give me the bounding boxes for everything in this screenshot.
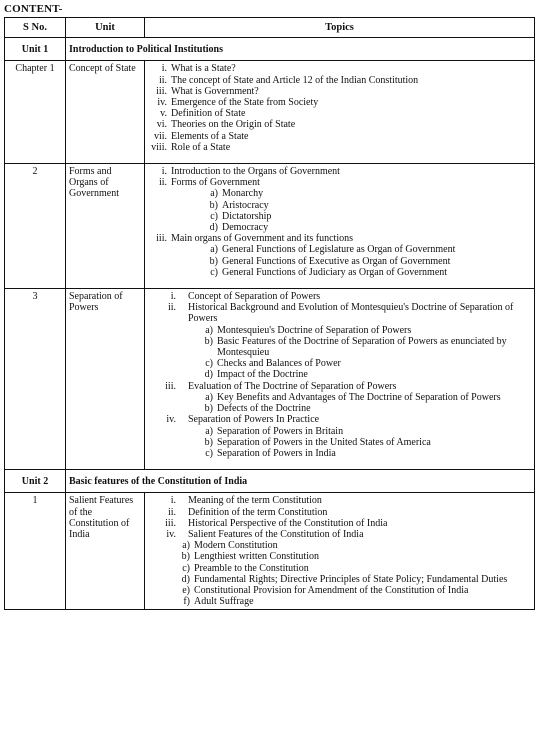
sub-topic-item — [148, 540, 531, 551]
topic-marker: iii. — [165, 517, 176, 529]
chapter-number: 1 — [5, 493, 66, 610]
topic-text: The concept of State and Article 12 of the Indian Constitution — [171, 74, 419, 86]
page-heading: CONTENT- — [4, 3, 63, 15]
topic-list — [148, 495, 531, 607]
topic-marker: c) — [182, 562, 190, 574]
topic-marker: d) — [181, 573, 190, 585]
topic-marker: i. — [161, 63, 167, 75]
topic-marker: a) — [182, 540, 190, 552]
topic-item — [148, 529, 531, 540]
sub-topic-item — [148, 426, 531, 437]
topic-text: Separation of Powers In Practice — [188, 414, 320, 426]
topic-text: Definition of the term Constitution — [188, 506, 328, 518]
chapter-topics — [145, 164, 535, 289]
topic-text: Main organs of Government and its functions — [171, 233, 354, 245]
topic-item — [148, 119, 531, 130]
topic-item — [148, 142, 531, 153]
topic-item — [148, 108, 531, 119]
topic-text: Historical Perspective of the Constitution of India — [188, 517, 388, 529]
topic-text: Key Benefits and Advantages of The Doctrine of Separation of Powers — [217, 391, 501, 403]
topic-text: Lengthiest written Constitution — [194, 551, 319, 563]
topic-marker: ii. — [167, 506, 176, 518]
chapter-number: 3 — [5, 289, 66, 470]
topic-text: Concept of Separation of Powers — [188, 291, 321, 303]
topic-text: Evaluation of The Doctrine of Separation of Powers — [188, 380, 397, 392]
sub-topic-item — [148, 244, 531, 255]
topic-item — [148, 302, 531, 324]
chapter-number: 2 — [5, 164, 66, 289]
topic-text: Montesquieu's Doctrine of Separation of Powers — [217, 324, 412, 336]
sub-topic-item — [148, 585, 531, 596]
topic-marker: a) — [205, 324, 213, 336]
chapter-topics — [145, 289, 535, 470]
topic-marker: iv. — [166, 528, 176, 540]
topic-marker: iii. — [156, 233, 167, 245]
topic-item — [148, 414, 531, 425]
topic-marker: a) — [210, 188, 218, 200]
unit-row — [5, 470, 535, 493]
topic-marker: f) — [183, 596, 190, 608]
topic-item — [148, 75, 531, 86]
topic-text: Historical Background and Evolution of Montesquieu's Doctrine of Separation of Powers — [188, 302, 514, 325]
sub-topic-item — [148, 222, 531, 233]
topic-marker: iv. — [157, 97, 167, 109]
topic-item — [148, 233, 531, 244]
topic-item — [148, 495, 531, 506]
topic-item — [148, 86, 531, 97]
topic-text: Separation of Powers in Britain — [217, 425, 344, 437]
topic-text: General Functions of Judiciary as Organ of Government — [222, 266, 448, 278]
sub-topic-item — [148, 563, 531, 574]
topic-text: Separation of Powers in India — [217, 447, 336, 459]
sub-topic-item — [148, 211, 531, 222]
sub-topic-item — [148, 200, 531, 211]
topic-marker: i. — [161, 166, 167, 178]
topic-text: Theories on the Origin of State — [171, 119, 296, 131]
topic-list — [148, 166, 531, 278]
topic-marker: b) — [209, 199, 218, 211]
unit-row — [5, 38, 535, 61]
content-table — [4, 17, 535, 610]
topic-text: Impact of the Doctrine — [217, 369, 308, 381]
chapter-row — [5, 289, 535, 470]
topic-text: Elements of a State — [171, 130, 249, 142]
topic-marker: b) — [209, 255, 218, 267]
topic-marker: i. — [170, 291, 176, 303]
topic-text: Modern Constitution — [194, 540, 278, 552]
chapter-unit-name: Forms and Organs of Government — [66, 164, 145, 289]
sub-topic-item — [148, 596, 531, 607]
topic-marker: vii. — [153, 130, 167, 142]
header-sno: S No. — [5, 18, 66, 38]
chapter-unit-name: Separation of Powers — [66, 289, 145, 470]
topic-item — [148, 518, 531, 529]
topic-text: Separation of Powers in the United States of America — [217, 436, 431, 448]
sub-topic-item — [148, 437, 531, 448]
topic-text: Salient Features of the Constitution of India — [188, 528, 364, 540]
topic-text: Aristocracy — [222, 199, 269, 211]
chapter-number: Chapter 1 — [5, 61, 66, 164]
chapter-row — [5, 61, 535, 164]
topic-text: Monarchy — [222, 188, 264, 200]
topic-text: What is a State? — [171, 63, 236, 75]
topic-item — [148, 166, 531, 177]
topic-text: Definition of State — [171, 108, 246, 120]
unit-title: Introduction to Political Institutions — [66, 38, 535, 61]
sub-topic-item — [148, 551, 531, 562]
topic-text: Basic Features of the Doctrine of Separation of Powers as enunciated by Montesquieu — [217, 335, 507, 359]
topic-list — [148, 63, 531, 153]
topic-list — [148, 291, 531, 459]
sub-topic-item — [148, 325, 531, 336]
chapter-unit-name: Concept of State — [66, 61, 145, 164]
topic-item — [148, 97, 531, 108]
sub-topic-item — [148, 336, 531, 358]
topic-marker: d) — [204, 369, 213, 381]
cell-spacer — [148, 459, 531, 467]
sub-topic-item — [148, 358, 531, 369]
topic-text: Emergence of the State from Society — [171, 97, 319, 109]
topic-item — [148, 131, 531, 142]
topic-marker: c) — [205, 358, 213, 370]
topic-text: General Functions of Executive as Organ of Government — [222, 255, 451, 267]
header-unit: Unit — [66, 18, 145, 38]
topic-item — [148, 177, 531, 188]
unit-title: Basic features of the Constitution of India — [66, 470, 535, 493]
topic-marker: iii. — [156, 85, 167, 97]
topic-item — [148, 63, 531, 74]
sub-topic-item — [148, 267, 531, 278]
topic-text: Checks and Balances of Power — [217, 358, 341, 370]
topic-marker: b) — [204, 436, 213, 448]
topic-marker: iv. — [166, 414, 176, 426]
header-topics: Topics — [145, 18, 535, 38]
sub-topic-item — [148, 256, 531, 267]
topic-marker: i. — [170, 495, 176, 507]
table-body — [5, 38, 535, 610]
topic-marker: a) — [205, 425, 213, 437]
cell-spacer — [148, 153, 531, 161]
topic-text: What is Government? — [171, 85, 259, 97]
topic-text: Democracy — [222, 222, 269, 234]
unit-number: Unit 2 — [5, 470, 66, 493]
topic-marker: e) — [182, 584, 190, 596]
topic-text: General Functions of Legislature as Organ of Government — [222, 244, 456, 256]
sub-topic-item — [148, 574, 531, 585]
cell-spacer — [148, 278, 531, 286]
topic-marker: ii. — [158, 74, 167, 86]
topic-text: Fundamental Rights; Directive Principles of State Policy; Fundamental Duties — [194, 573, 508, 585]
sub-topic-item — [148, 448, 531, 459]
sub-topic-item — [148, 403, 531, 414]
topic-marker: viii. — [151, 141, 167, 153]
topic-item — [148, 381, 531, 392]
sub-topic-item — [148, 392, 531, 403]
topic-marker: c) — [205, 447, 213, 459]
topic-marker: ii. — [167, 302, 176, 314]
topic-text: Constitutional Provision for Amendment of the Constitution of India — [194, 584, 469, 596]
topic-marker: iii. — [165, 380, 176, 392]
chapter-topics — [145, 493, 535, 610]
topic-marker: b) — [204, 403, 213, 415]
chapter-unit-name: Salient Features of the Constitution of India — [66, 493, 145, 610]
topic-marker: b) — [204, 335, 213, 347]
topic-marker: b) — [181, 551, 190, 563]
topic-text: Preamble to the Constitution — [194, 562, 309, 574]
topic-text: Adult Suffrage — [194, 596, 254, 608]
topic-marker: d) — [209, 222, 218, 234]
topic-marker: a) — [210, 244, 218, 256]
sub-topic-item — [148, 369, 531, 380]
topic-marker: c) — [210, 266, 218, 278]
topic-text: Introduction to the Organs of Government — [171, 166, 340, 178]
chapter-topics — [145, 61, 535, 164]
unit-number: Unit 1 — [5, 38, 66, 61]
topic-text: Meaning of the term Constitution — [188, 495, 322, 507]
sub-topic-item — [148, 188, 531, 199]
topic-item — [148, 291, 531, 302]
topic-text: Role of a State — [171, 141, 231, 153]
topic-marker: a) — [205, 391, 213, 403]
topic-marker: c) — [210, 210, 218, 222]
topic-marker: vi. — [156, 119, 167, 131]
chapter-row — [5, 164, 535, 289]
topic-item — [148, 507, 531, 518]
chapter-row — [5, 493, 535, 610]
topic-text: Defects of the Doctrine — [217, 403, 311, 415]
table-header-row — [5, 18, 535, 38]
topic-marker: ii. — [158, 177, 167, 189]
topic-marker: v. — [160, 108, 167, 120]
topic-text: Dictatorship — [222, 210, 272, 222]
topic-text: Forms of Government — [171, 177, 260, 189]
